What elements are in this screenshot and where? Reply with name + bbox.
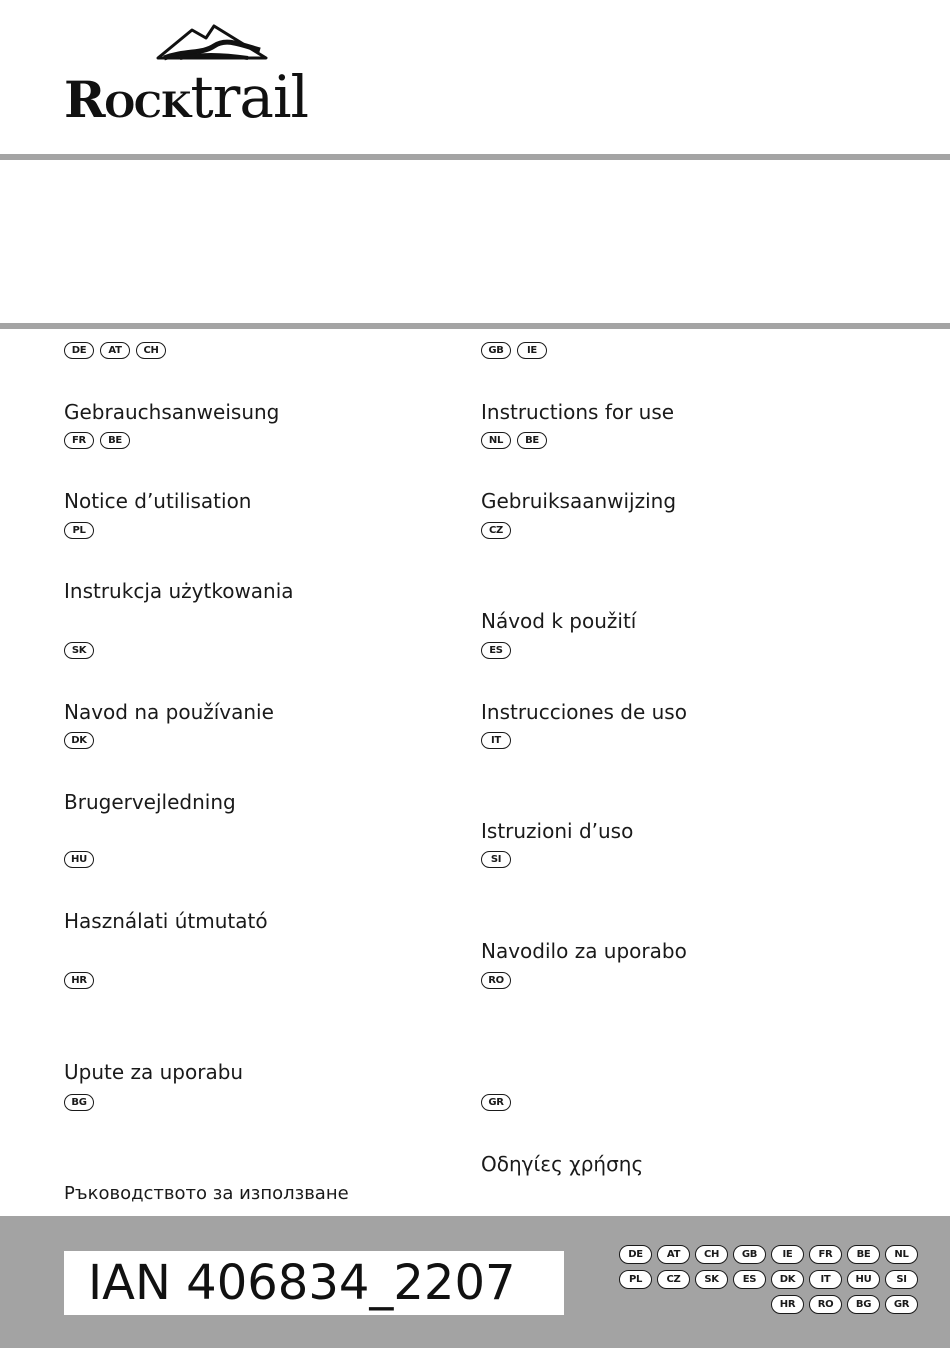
language-entry-si (481, 851, 511, 868)
country-badges (64, 851, 94, 868)
country-badge: NL (481, 432, 511, 449)
country-badge: DK (771, 1270, 804, 1289)
manual-title-dk: Brugervejledning (64, 790, 236, 814)
country-badge: ES (733, 1270, 766, 1289)
footer-country-badges (618, 1245, 918, 1320)
manual-title-si: Navodilo za uporabo (481, 939, 687, 963)
country-badge: BE (847, 1245, 880, 1264)
footer-badge-row (618, 1270, 918, 1289)
country-badge: GR (885, 1295, 918, 1314)
brand-wordmark-rock: Rock (64, 70, 191, 129)
country-badge: BG (847, 1295, 880, 1314)
country-badge: SI (885, 1270, 918, 1289)
manual-title-hu: Használati útmutató (64, 909, 268, 933)
country-badges (64, 642, 94, 659)
country-badges (481, 732, 511, 749)
country-badges (64, 972, 94, 989)
manual-title-nl: Gebruiksaanwijzing (481, 489, 677, 513)
country-badge: HR (64, 972, 94, 989)
language-entry-sk (64, 642, 94, 659)
country-badge: RO (809, 1295, 842, 1314)
footer-band (0, 1216, 950, 1348)
language-entry-es (481, 642, 511, 659)
country-badges (64, 522, 94, 539)
country-badge: GB (481, 342, 511, 359)
country-badge: CZ (657, 1270, 690, 1289)
language-entry-cz (481, 522, 511, 539)
country-badge: HR (771, 1295, 804, 1314)
country-badges (481, 851, 511, 868)
country-badge: HU (847, 1270, 880, 1289)
manual-title-cz: Návod k použití (481, 609, 637, 633)
country-badges (64, 1094, 94, 1111)
top-divider (0, 154, 950, 160)
ian-number: IAN 406834_2207 (88, 1255, 516, 1311)
country-badge: BE (517, 432, 547, 449)
country-badge: ES (481, 642, 511, 659)
country-badge: DK (64, 732, 94, 749)
country-badge: SI (481, 851, 511, 868)
country-badge: HU (64, 851, 94, 868)
middle-divider (0, 323, 950, 329)
language-entry-it (481, 732, 511, 749)
country-badges (64, 432, 130, 449)
country-badges (481, 342, 547, 359)
country-badges (481, 1094, 511, 1111)
country-badges (481, 972, 511, 989)
country-badge: IT (481, 732, 511, 749)
manual-title-pl: Instrukcja użytkowania (64, 579, 294, 603)
country-badge: GR (481, 1094, 511, 1111)
country-badges (481, 522, 511, 539)
country-badge: AT (100, 342, 130, 359)
language-entry-gr (481, 1094, 511, 1111)
country-badges (481, 642, 511, 659)
manual-title-gb: Instructions for use (481, 400, 675, 424)
country-badge: FR (64, 432, 94, 449)
country-badges (64, 732, 94, 749)
country-badge: PL (64, 522, 94, 539)
country-badge: BE (100, 432, 130, 449)
country-badge: DE (64, 342, 94, 359)
country-badge: SK (695, 1270, 728, 1289)
country-badge: NL (885, 1245, 918, 1264)
manual-title-de: Gebrauchsanweisung (64, 400, 280, 424)
footer-badge-row (618, 1245, 918, 1264)
language-entry-nl (481, 432, 547, 449)
language-entry-dk (64, 732, 94, 749)
language-entry-bg (64, 1094, 94, 1111)
country-badge: CZ (481, 522, 511, 539)
country-badge: BG (64, 1094, 94, 1111)
country-badge: CH (695, 1245, 728, 1264)
language-entry-hr (64, 972, 94, 989)
country-badges (64, 342, 166, 359)
ian-box (64, 1251, 564, 1315)
country-badge: FR (809, 1245, 842, 1264)
footer-badge-row (618, 1295, 918, 1314)
language-entry-hu (64, 851, 94, 868)
language-entry-pl (64, 522, 94, 539)
country-badges (481, 432, 547, 449)
manual-title-bg: Ръководството за използване (64, 1183, 349, 1204)
brand-wordmark-trail: trail (190, 63, 309, 131)
country-badge: AT (657, 1245, 690, 1264)
language-entry-gb (481, 342, 547, 359)
language-entry-ro (481, 972, 511, 989)
country-badge: DE (619, 1245, 652, 1264)
manual-title-hr: Upute za uporabu (64, 1060, 244, 1084)
country-badge: RO (481, 972, 511, 989)
mountain-icon (156, 24, 268, 62)
language-entry-fr (64, 432, 130, 449)
manual-title-gr: Οδηγίες χρήσης (481, 1152, 644, 1176)
country-badge: SK (64, 642, 94, 659)
manual-title-es: Instrucciones de uso (481, 700, 687, 724)
manual-title-sk: Navod na používanie (64, 700, 274, 724)
manual-title-it: Istruzioni d’uso (481, 819, 634, 843)
country-badge: GB (733, 1245, 766, 1264)
brand-wordmark (64, 63, 309, 131)
country-badge: CH (136, 342, 166, 359)
country-badge: IT (809, 1270, 842, 1289)
country-badge: IE (771, 1245, 804, 1264)
language-entry-de (64, 342, 166, 359)
manual-title-fr: Notice d’utilisation (64, 489, 252, 513)
country-badge: IE (517, 342, 547, 359)
country-badge: PL (619, 1270, 652, 1289)
brand-logo (64, 24, 364, 134)
